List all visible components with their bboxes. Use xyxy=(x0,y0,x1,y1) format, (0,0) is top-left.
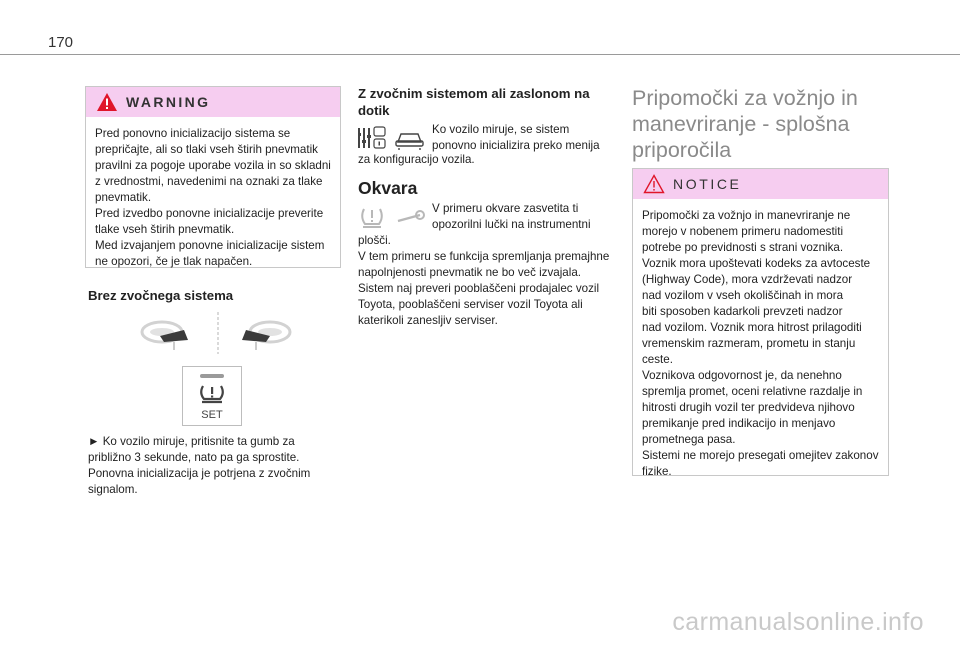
zvocnim-side-text: Ko vozilo miruje, se sistem ponovno inicializira preko menija xyxy=(432,123,600,152)
warning-box xyxy=(85,86,341,268)
steering-wheel-illustration xyxy=(140,312,295,354)
notice-title: NOTICE xyxy=(673,176,742,192)
brez-heading: Brez zvočnega sistema xyxy=(88,288,234,303)
tire-pressure-warning-icon xyxy=(362,209,382,227)
watermark: carmanualsonline.info xyxy=(672,608,924,636)
notice-header xyxy=(633,169,888,199)
page-number: 170 xyxy=(48,34,74,51)
notice-box xyxy=(632,168,889,476)
settings-menu-icon xyxy=(358,127,385,148)
notice-triangle-icon xyxy=(643,174,665,194)
warning-header xyxy=(86,87,340,117)
okvara-text: plošči. V tem primeru se funkcija spremljanja premajhne napolnjenosti pnevmatik ne bo več izvajala. Sistem naj preveri pooblaščeni prodajalec vozil Toyota, pooblaščeni serviser vozil Toyota ali katerikoli zanesljiv serviser. xyxy=(358,234,610,327)
zvocnim-heading: Z zvočnim sistemom ali zaslonom na dotik xyxy=(358,86,590,118)
top-divider xyxy=(0,54,960,55)
warning-title: WARNING xyxy=(126,94,211,110)
okvara-side-text: V primeru okvare zasvetita ti opozorilni lučki na instrumentni xyxy=(432,202,591,231)
okvara-warning-lamps xyxy=(360,205,426,229)
zvocnim-icons xyxy=(358,126,428,150)
section-title: Pripomočki za vožnjo in manevriranje - splošna priporočila xyxy=(632,86,858,162)
set-button-illustration xyxy=(182,366,242,426)
set-button-label: SET xyxy=(201,409,223,421)
warning-triangle-icon xyxy=(96,92,118,112)
okvara-heading: Okvara xyxy=(358,178,418,198)
tire-pressure-set-icon xyxy=(183,367,241,425)
car-front-icon xyxy=(396,134,423,150)
steering-wheel-right-icon xyxy=(242,322,290,350)
wrench-service-icon xyxy=(398,211,424,221)
warning-text: Pred ponovno inicializacijo sistema se prepričajte, ali so tlaki vseh štirih pnevmatik pravilni za pogoje uporabe vozila in so skladni z vrednostmi, navedenimi na oznaki za tlake pnevmatik. Pred izvedbo ponovne inicializacije preverite tlake vseh štirih pnevmatik. Med izvajanjem ponovne inicializacije sistem ne opozori, če je tlak napačen. xyxy=(95,127,331,268)
zvocnim-text: za konfiguracijo vozila. xyxy=(358,153,475,166)
brez-instructions: ► Ko vozilo miruje, pritisnite ta gumb za približno 3 sekunde, nato pa ga sprostite. Ponovna inicializacija je potrjena z zvočnim signalom. xyxy=(88,435,311,496)
notice-text: Pripomočki za vožnjo in manevriranje ne morejo v nobenem primeru nadomestiti potrebe po previdnosti s strani voznika. Voznik mora upoštevati kodeks za avtoceste (Highway Code), mora vzdrževati nadzor nad vozilom v vseh okoliščinah in mora biti sposoben kadarkoli prevzeti nadzor nad vozilom. Voznik mora hitrost prilagoditi vremenskim razmeram, prometu in stanju ceste. Voznikova odgovornost je, da nenehno spremlja promet, oceni relativne razdalje in hitrosti drugih vozil ter predvideva njihovo premikanje pred indikacijo in menjavo prometnega pasa. Sistemi ne morejo presegati omejitev zakonov fizike. xyxy=(642,209,879,478)
steering-wheel-left-icon xyxy=(142,322,188,350)
